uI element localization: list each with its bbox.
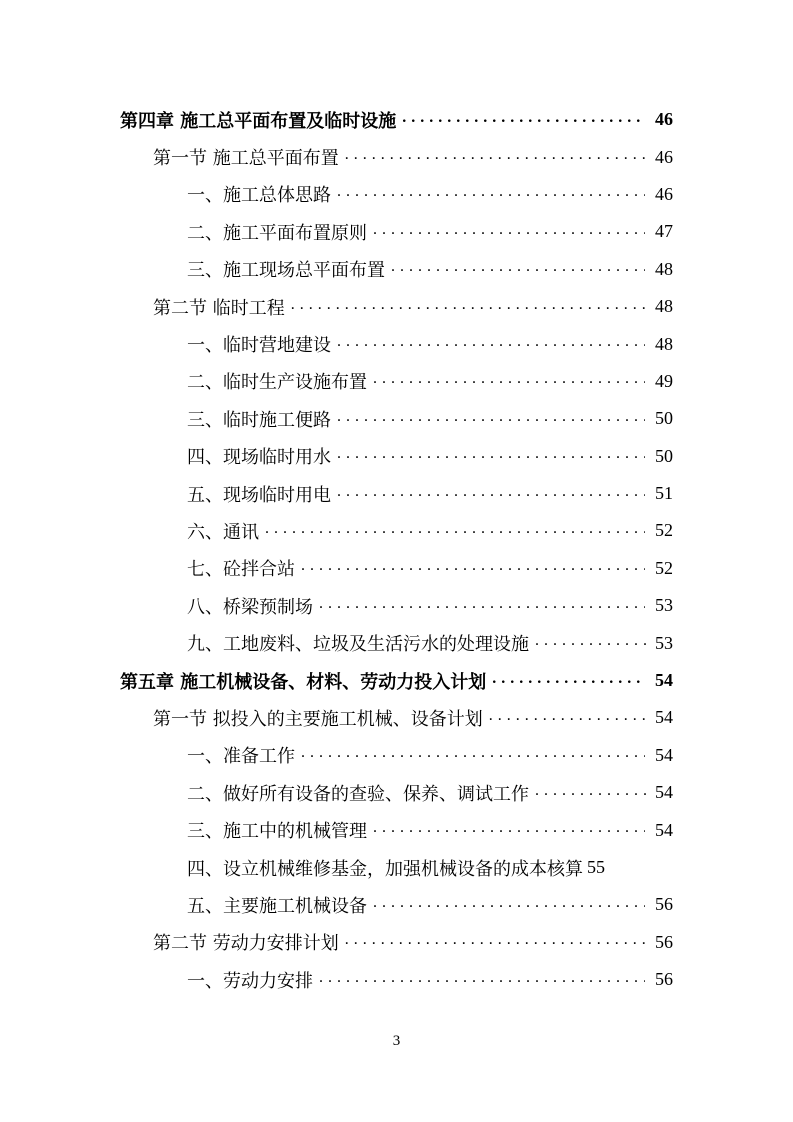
toc-entry-page: 56 bbox=[655, 931, 673, 952]
toc-entry-item[interactable] bbox=[0, 849, 793, 886]
toc-dot-leader bbox=[402, 109, 645, 131]
toc-entry-title: 九、工地废料、垃圾及生活污水的处理设施 bbox=[187, 634, 529, 656]
toc-dot-leader bbox=[337, 445, 645, 467]
toc-dot-leader bbox=[373, 370, 645, 392]
toc-entry-item[interactable] bbox=[0, 811, 793, 848]
toc-entry-page: 54 bbox=[655, 782, 673, 803]
toc-entry-page: 53 bbox=[655, 632, 673, 653]
toc-dot-leader bbox=[489, 707, 649, 729]
toc-entry-item[interactable] bbox=[0, 213, 793, 250]
toc-dot-leader bbox=[337, 408, 645, 430]
toc-dot-leader bbox=[373, 221, 645, 243]
toc-entry-page: 46 bbox=[655, 109, 673, 130]
toc-dot-leader bbox=[373, 894, 645, 916]
toc-entry-chapter-5[interactable] bbox=[0, 662, 793, 699]
toc-entry-title: 第五章 施工机械设备、材料、劳动力投入计划 bbox=[120, 671, 487, 693]
toc-entry-page: 53 bbox=[655, 595, 673, 616]
toc-entry-page: 56 bbox=[655, 894, 673, 915]
toc-entry-item[interactable] bbox=[0, 251, 793, 288]
toc-entry-title: 三、施工中的机械管理 bbox=[187, 821, 367, 843]
toc-dot-leader bbox=[319, 595, 645, 617]
toc-dot-leader bbox=[337, 333, 645, 355]
toc-entry-title: 三、施工现场总平面布置 bbox=[187, 260, 385, 282]
table-of-contents bbox=[0, 101, 793, 998]
toc-entry-title: 一、临时营地建设 bbox=[187, 335, 331, 357]
toc-entry-item[interactable] bbox=[0, 774, 793, 811]
toc-entry-item[interactable] bbox=[0, 475, 793, 512]
toc-entry-page: 47 bbox=[655, 221, 673, 242]
toc-dot-leader bbox=[391, 258, 645, 280]
toc-entry-item[interactable] bbox=[0, 176, 793, 213]
toc-entry-title: 三、临时施工便路 bbox=[187, 409, 331, 431]
toc-entry-page: 49 bbox=[655, 370, 673, 391]
toc-entry-title: 一、劳动力安排 bbox=[187, 970, 313, 992]
toc-dot-leader bbox=[291, 296, 645, 318]
toc-entry-title: 第一节 施工总平面布置 bbox=[153, 148, 339, 170]
toc-entry-section[interactable] bbox=[0, 699, 793, 736]
toc-entry-title: 六、通讯 bbox=[187, 521, 259, 543]
toc-entry-item[interactable] bbox=[0, 438, 793, 475]
toc-entry-page: 54 bbox=[655, 707, 673, 728]
toc-entry-title: 第二节 临时工程 bbox=[153, 297, 285, 319]
toc-entry-page: 56 bbox=[655, 969, 673, 990]
toc-entry-page: 50 bbox=[655, 408, 673, 429]
toc-entry-section[interactable] bbox=[0, 288, 793, 325]
toc-entry-item[interactable] bbox=[0, 363, 793, 400]
toc-entry-section[interactable] bbox=[0, 924, 793, 961]
toc-entry-page: 55 bbox=[587, 857, 605, 877]
toc-entry-section[interactable] bbox=[0, 138, 793, 175]
toc-dot-leader bbox=[535, 632, 649, 654]
toc-dot-leader bbox=[345, 931, 645, 953]
toc-entry-title: 四、设立机械维修基金，加强机械设备的成本核算 bbox=[187, 858, 583, 880]
toc-entry-title: 四、现场临时用水 bbox=[187, 447, 331, 469]
toc-entry-page: 51 bbox=[655, 483, 673, 504]
toc-entry-page: 46 bbox=[655, 183, 673, 204]
toc-entry-item[interactable] bbox=[0, 550, 793, 587]
toc-dot-leader bbox=[301, 557, 645, 579]
toc-entry-title: 一、施工总体思路 bbox=[187, 185, 331, 207]
toc-entry-page: 54 bbox=[655, 670, 673, 691]
toc-entry-title: 五、主要施工机械设备 bbox=[187, 895, 367, 917]
toc-entry-title: 二、施工平面布置原则 bbox=[187, 222, 367, 244]
toc-dot-leader bbox=[265, 520, 645, 542]
toc-dot-leader bbox=[345, 146, 645, 168]
toc-entry-title: 第二节 劳动力安排计划 bbox=[153, 933, 339, 955]
toc-dot-leader bbox=[337, 483, 645, 505]
toc-entry-title: 二、做好所有设备的查验、保养、调试工作 bbox=[187, 783, 529, 805]
toc-dot-leader bbox=[337, 183, 645, 205]
toc-entry-title: 七、砼拌合站 bbox=[187, 559, 295, 581]
toc-entry-page: 48 bbox=[655, 333, 673, 354]
toc-dot-leader bbox=[319, 969, 645, 991]
toc-entry-item[interactable] bbox=[0, 325, 793, 362]
toc-entry-page: 48 bbox=[655, 258, 673, 279]
toc-entry-page: 54 bbox=[655, 819, 673, 840]
toc-dot-leader bbox=[373, 819, 645, 841]
toc-entry-title: 第四章 施工总平面布置及临时设施 bbox=[120, 110, 397, 132]
page-number: 3 bbox=[392, 1033, 401, 1049]
toc-entry-title: 一、准备工作 bbox=[187, 746, 295, 768]
toc-entry-item[interactable] bbox=[0, 512, 793, 549]
toc-entry-page: 52 bbox=[655, 520, 673, 541]
toc-entry-chapter-4[interactable] bbox=[0, 101, 793, 138]
toc-entry-page: 52 bbox=[655, 557, 673, 578]
toc-entry-item[interactable] bbox=[0, 886, 793, 923]
toc-entry-page: 48 bbox=[655, 296, 673, 317]
toc-entry-item[interactable] bbox=[0, 587, 793, 624]
toc-entry-page: 54 bbox=[655, 744, 673, 765]
toc-entry-page: 50 bbox=[655, 445, 673, 466]
toc-entry-title: 二、临时生产设施布置 bbox=[187, 372, 367, 394]
toc-entry-item[interactable] bbox=[0, 737, 793, 774]
toc-dot-leader bbox=[301, 744, 645, 766]
toc-entry-page: 46 bbox=[655, 146, 673, 167]
toc-entry-title: 八、桥梁预制场 bbox=[187, 596, 313, 618]
toc-dot-leader bbox=[492, 670, 645, 692]
toc-entry-item[interactable] bbox=[0, 961, 793, 998]
toc-entry-item[interactable] bbox=[0, 400, 793, 437]
toc-entry-title: 第一节 拟投入的主要施工机械、设备计划 bbox=[153, 708, 483, 730]
toc-entry-title: 五、现场临时用电 bbox=[187, 484, 331, 506]
toc-dot-leader bbox=[535, 782, 649, 804]
toc-entry-item[interactable] bbox=[0, 624, 793, 661]
